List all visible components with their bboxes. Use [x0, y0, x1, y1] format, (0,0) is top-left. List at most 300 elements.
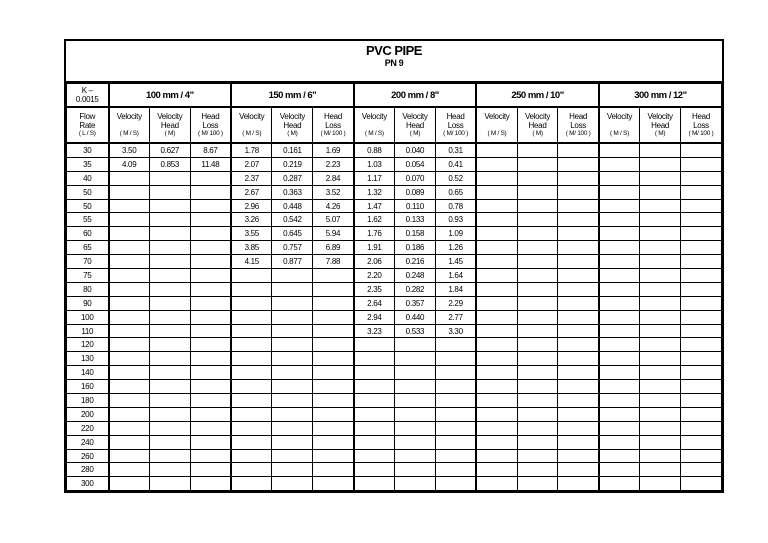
- value-cell: [558, 269, 599, 283]
- value-cell: [435, 366, 476, 380]
- value-cell: [395, 449, 436, 463]
- value-cell: [599, 421, 640, 435]
- value-cell: [395, 394, 436, 408]
- value-cell: 2.67: [231, 185, 272, 199]
- pipe-size-header: 200 mm / 8": [354, 84, 477, 108]
- value-cell: [190, 407, 231, 421]
- value-cell: [109, 463, 150, 477]
- flow-rate-cell: 220: [67, 421, 109, 435]
- value-cell: [109, 477, 150, 491]
- value-cell: [395, 352, 436, 366]
- value-cell: [640, 269, 681, 283]
- value-cell: 0.054: [395, 157, 436, 171]
- table-row: [67, 324, 722, 338]
- table-row: [67, 352, 722, 366]
- value-cell: [640, 366, 681, 380]
- value-cell: [435, 352, 476, 366]
- value-cell: [517, 324, 558, 338]
- flow-rate-cell: 40: [67, 171, 109, 185]
- value-cell: [149, 296, 190, 310]
- value-cell: [354, 421, 395, 435]
- value-cell: [558, 241, 599, 255]
- value-cell: [313, 463, 354, 477]
- flow-rate-cell: 35: [67, 157, 109, 171]
- value-cell: [640, 449, 681, 463]
- sub-column-header: Velocity ( M / S): [599, 107, 640, 143]
- value-cell: [558, 463, 599, 477]
- value-cell: [681, 338, 722, 352]
- value-cell: [558, 449, 599, 463]
- value-cell: [313, 352, 354, 366]
- table-row: [67, 185, 722, 199]
- value-cell: [476, 394, 517, 408]
- value-cell: [558, 282, 599, 296]
- value-cell: [272, 394, 313, 408]
- value-cell: [640, 407, 681, 421]
- value-cell: 5.07: [313, 213, 354, 227]
- value-cell: 3.85: [231, 241, 272, 255]
- value-cell: 2.29: [435, 296, 476, 310]
- value-cell: [558, 157, 599, 171]
- value-cell: [395, 380, 436, 394]
- value-cell: [435, 449, 476, 463]
- value-cell: 11.48: [190, 157, 231, 171]
- value-cell: [558, 213, 599, 227]
- value-cell: [190, 352, 231, 366]
- value-cell: [149, 463, 190, 477]
- value-cell: [599, 241, 640, 255]
- pipe-size-header: 250 mm / 10": [476, 84, 599, 108]
- value-cell: 0.186: [395, 241, 436, 255]
- value-cell: [558, 380, 599, 394]
- table-row: [67, 143, 722, 157]
- value-cell: [640, 185, 681, 199]
- value-cell: [190, 241, 231, 255]
- value-cell: [272, 435, 313, 449]
- value-cell: [599, 366, 640, 380]
- sub-column-header: Velocity ( M / S): [476, 107, 517, 143]
- value-cell: [558, 185, 599, 199]
- value-cell: [640, 352, 681, 366]
- value-cell: [395, 421, 436, 435]
- value-cell: [190, 338, 231, 352]
- sub-column-header: Velocity Head ( M): [517, 107, 558, 143]
- value-cell: [640, 394, 681, 408]
- value-cell: [476, 185, 517, 199]
- value-cell: [558, 421, 599, 435]
- value-cell: 2.64: [354, 296, 395, 310]
- value-cell: [681, 269, 722, 283]
- value-cell: [681, 394, 722, 408]
- value-cell: [558, 143, 599, 157]
- value-cell: [231, 407, 272, 421]
- value-cell: [599, 269, 640, 283]
- value-cell: [476, 421, 517, 435]
- value-cell: [190, 324, 231, 338]
- value-cell: [395, 407, 436, 421]
- value-cell: [272, 338, 313, 352]
- value-cell: [313, 310, 354, 324]
- pipe-size-header: 100 mm / 4": [109, 84, 232, 108]
- value-cell: [599, 477, 640, 491]
- value-cell: [190, 463, 231, 477]
- value-cell: [558, 435, 599, 449]
- value-cell: 1.76: [354, 227, 395, 241]
- value-cell: [149, 213, 190, 227]
- flow-rate-cell: 260: [67, 449, 109, 463]
- value-cell: [640, 435, 681, 449]
- value-cell: [517, 421, 558, 435]
- value-cell: [313, 477, 354, 491]
- table-row: [67, 421, 722, 435]
- value-cell: [681, 199, 722, 213]
- value-cell: 0.133: [395, 213, 436, 227]
- value-cell: [599, 449, 640, 463]
- value-cell: [640, 338, 681, 352]
- value-cell: 0.65: [435, 185, 476, 199]
- value-cell: [476, 269, 517, 283]
- value-cell: [517, 157, 558, 171]
- value-cell: [640, 477, 681, 491]
- value-cell: [640, 380, 681, 394]
- value-cell: [354, 366, 395, 380]
- value-cell: [517, 296, 558, 310]
- value-cell: [517, 227, 558, 241]
- value-cell: 0.448: [272, 199, 313, 213]
- value-cell: 0.110: [395, 199, 436, 213]
- value-cell: [599, 310, 640, 324]
- value-cell: 0.161: [272, 143, 313, 157]
- value-cell: [558, 296, 599, 310]
- value-cell: [517, 449, 558, 463]
- value-cell: [149, 435, 190, 449]
- table-row: [67, 282, 722, 296]
- value-cell: [109, 310, 150, 324]
- value-cell: [149, 477, 190, 491]
- sub-column-header: Velocity ( M / S): [354, 107, 395, 143]
- value-cell: [517, 352, 558, 366]
- table-row: [67, 407, 722, 421]
- value-cell: [599, 143, 640, 157]
- value-cell: [190, 366, 231, 380]
- table-row: [67, 338, 722, 352]
- value-cell: [435, 463, 476, 477]
- value-cell: [149, 227, 190, 241]
- value-cell: [149, 171, 190, 185]
- flow-rate-cell: 130: [67, 352, 109, 366]
- value-cell: [354, 338, 395, 352]
- value-cell: [149, 380, 190, 394]
- sub-column-header: Velocity Head ( M): [395, 107, 436, 143]
- value-cell: [231, 380, 272, 394]
- value-cell: [517, 171, 558, 185]
- value-cell: [476, 435, 517, 449]
- flow-rate-cell: 120: [67, 338, 109, 352]
- value-cell: [476, 282, 517, 296]
- value-cell: [476, 407, 517, 421]
- value-cell: 3.52: [313, 185, 354, 199]
- table-row: [67, 310, 722, 324]
- title-block: [66, 41, 722, 83]
- flow-rate-cell: 50: [67, 199, 109, 213]
- table-row: [67, 241, 722, 255]
- value-cell: [190, 171, 231, 185]
- value-cell: 0.93: [435, 213, 476, 227]
- value-cell: 1.69: [313, 143, 354, 157]
- value-cell: [517, 407, 558, 421]
- value-cell: [640, 143, 681, 157]
- value-cell: [476, 199, 517, 213]
- value-cell: [681, 255, 722, 269]
- flow-rate-cell: 200: [67, 407, 109, 421]
- value-cell: 0.853: [149, 157, 190, 171]
- value-cell: [517, 338, 558, 352]
- value-cell: [476, 143, 517, 157]
- value-cell: [476, 241, 517, 255]
- value-cell: [435, 338, 476, 352]
- value-cell: [231, 366, 272, 380]
- value-cell: [517, 366, 558, 380]
- value-cell: 0.089: [395, 185, 436, 199]
- value-cell: [395, 338, 436, 352]
- flow-rate-cell: 240: [67, 435, 109, 449]
- value-cell: [272, 324, 313, 338]
- value-cell: [149, 394, 190, 408]
- value-cell: [313, 449, 354, 463]
- value-cell: [231, 421, 272, 435]
- value-cell: [517, 463, 558, 477]
- value-cell: [599, 380, 640, 394]
- table-row: [67, 255, 722, 269]
- value-cell: [558, 338, 599, 352]
- sub-column-header: Head Loss ( M/ 100 ): [190, 107, 231, 143]
- value-cell: [640, 213, 681, 227]
- value-cell: [640, 157, 681, 171]
- value-cell: [190, 255, 231, 269]
- value-cell: [231, 269, 272, 283]
- value-cell: [354, 407, 395, 421]
- value-cell: [517, 477, 558, 491]
- value-cell: [640, 296, 681, 310]
- value-cell: 3.26: [231, 213, 272, 227]
- sub-column-header: Head Loss ( M/ 100 ): [681, 107, 722, 143]
- value-cell: [109, 171, 150, 185]
- value-cell: [681, 241, 722, 255]
- flow-rate-cell: 160: [67, 380, 109, 394]
- value-cell: 2.20: [354, 269, 395, 283]
- value-cell: [599, 435, 640, 449]
- value-cell: [190, 421, 231, 435]
- value-cell: [681, 171, 722, 185]
- value-cell: 0.52: [435, 171, 476, 185]
- value-cell: [109, 255, 150, 269]
- value-cell: [640, 310, 681, 324]
- value-cell: [599, 463, 640, 477]
- value-cell: [190, 199, 231, 213]
- value-cell: 0.363: [272, 185, 313, 199]
- value-cell: [517, 380, 558, 394]
- value-cell: [476, 255, 517, 269]
- value-cell: 2.07: [231, 157, 272, 171]
- sub-column-header: Velocity Head ( M): [149, 107, 190, 143]
- value-cell: [109, 421, 150, 435]
- value-cell: [109, 338, 150, 352]
- flow-rate-cell: 100: [67, 310, 109, 324]
- value-cell: 0.41: [435, 157, 476, 171]
- value-cell: [435, 421, 476, 435]
- value-cell: [558, 407, 599, 421]
- table-row: [67, 394, 722, 408]
- value-cell: 2.84: [313, 171, 354, 185]
- value-cell: 2.23: [313, 157, 354, 171]
- value-cell: [435, 380, 476, 394]
- value-cell: [149, 352, 190, 366]
- flow-rate-cell: 180: [67, 394, 109, 408]
- value-cell: 1.91: [354, 241, 395, 255]
- value-cell: [313, 435, 354, 449]
- value-cell: 0.248: [395, 269, 436, 283]
- value-cell: [476, 338, 517, 352]
- value-cell: [190, 380, 231, 394]
- table-row: [67, 435, 722, 449]
- value-cell: [190, 213, 231, 227]
- flow-rate-cell: 110: [67, 324, 109, 338]
- pipe-size-header: 300 mm / 12": [599, 84, 722, 108]
- value-cell: 1.26: [435, 241, 476, 255]
- sub-column-header: Head Loss ( M/ 100 ): [558, 107, 599, 143]
- value-cell: [558, 366, 599, 380]
- value-cell: [476, 213, 517, 227]
- value-cell: [149, 366, 190, 380]
- value-cell: [681, 366, 722, 380]
- value-cell: 1.09: [435, 227, 476, 241]
- value-cell: 6.89: [313, 241, 354, 255]
- value-cell: [231, 463, 272, 477]
- value-cell: [272, 463, 313, 477]
- value-cell: [272, 380, 313, 394]
- value-cell: 4.15: [231, 255, 272, 269]
- value-cell: [517, 435, 558, 449]
- value-cell: [681, 477, 722, 491]
- value-cell: [149, 199, 190, 213]
- value-cell: [313, 380, 354, 394]
- flow-rate-cell: 60: [67, 227, 109, 241]
- sub-column-header: Head Loss ( M/ 100 ): [313, 107, 354, 143]
- value-cell: [599, 255, 640, 269]
- value-cell: 3.23: [354, 324, 395, 338]
- value-cell: 1.47: [354, 199, 395, 213]
- sub-column-header: Velocity Head ( M): [640, 107, 681, 143]
- value-cell: [190, 227, 231, 241]
- value-cell: 0.216: [395, 255, 436, 269]
- value-cell: 0.219: [272, 157, 313, 171]
- value-cell: [476, 449, 517, 463]
- value-cell: [109, 282, 150, 296]
- value-cell: [517, 269, 558, 283]
- value-cell: [476, 171, 517, 185]
- value-cell: [354, 380, 395, 394]
- value-cell: 0.357: [395, 296, 436, 310]
- value-cell: [681, 143, 722, 157]
- value-cell: [599, 296, 640, 310]
- value-cell: [435, 435, 476, 449]
- value-cell: [354, 463, 395, 477]
- value-cell: [558, 171, 599, 185]
- value-cell: [272, 269, 313, 283]
- size-header-row: [67, 84, 722, 108]
- value-cell: [640, 199, 681, 213]
- value-cell: 1.84: [435, 282, 476, 296]
- value-cell: 1.78: [231, 143, 272, 157]
- value-cell: [272, 477, 313, 491]
- value-cell: [231, 435, 272, 449]
- flow-rate-cell: 300: [67, 477, 109, 491]
- table-row: [67, 449, 722, 463]
- value-cell: [190, 477, 231, 491]
- value-cell: [109, 407, 150, 421]
- value-cell: 1.03: [354, 157, 395, 171]
- value-cell: [313, 421, 354, 435]
- value-cell: [681, 421, 722, 435]
- value-cell: [231, 296, 272, 310]
- value-cell: 2.77: [435, 310, 476, 324]
- table-body: [67, 143, 722, 491]
- value-cell: [599, 199, 640, 213]
- value-cell: [476, 366, 517, 380]
- value-cell: [558, 324, 599, 338]
- flow-rate-cell: 50: [67, 185, 109, 199]
- value-cell: [354, 449, 395, 463]
- value-cell: [272, 296, 313, 310]
- value-cell: [435, 407, 476, 421]
- value-cell: 2.96: [231, 199, 272, 213]
- value-cell: [354, 477, 395, 491]
- value-cell: 0.542: [272, 213, 313, 227]
- value-cell: 3.55: [231, 227, 272, 241]
- value-cell: [149, 269, 190, 283]
- flow-rate-cell: 80: [67, 282, 109, 296]
- value-cell: [109, 185, 150, 199]
- value-cell: [272, 449, 313, 463]
- value-cell: [109, 394, 150, 408]
- value-cell: [476, 324, 517, 338]
- value-cell: [313, 282, 354, 296]
- value-cell: [354, 394, 395, 408]
- value-cell: [640, 241, 681, 255]
- value-cell: [476, 352, 517, 366]
- value-cell: [395, 463, 436, 477]
- value-cell: 0.040: [395, 143, 436, 157]
- value-cell: [681, 282, 722, 296]
- value-cell: [109, 213, 150, 227]
- value-cell: 0.070: [395, 171, 436, 185]
- value-cell: [517, 143, 558, 157]
- value-cell: [517, 241, 558, 255]
- sub-column-header: Velocity ( M / S): [231, 107, 272, 143]
- value-cell: [476, 477, 517, 491]
- table-row: [67, 269, 722, 283]
- value-cell: [517, 199, 558, 213]
- value-cell: [517, 394, 558, 408]
- value-cell: [313, 269, 354, 283]
- value-cell: [681, 463, 722, 477]
- value-cell: [354, 352, 395, 366]
- value-cell: [681, 185, 722, 199]
- value-cell: [599, 282, 640, 296]
- value-cell: 4.09: [109, 157, 150, 171]
- table-row: [67, 171, 722, 185]
- value-cell: 7.88: [313, 255, 354, 269]
